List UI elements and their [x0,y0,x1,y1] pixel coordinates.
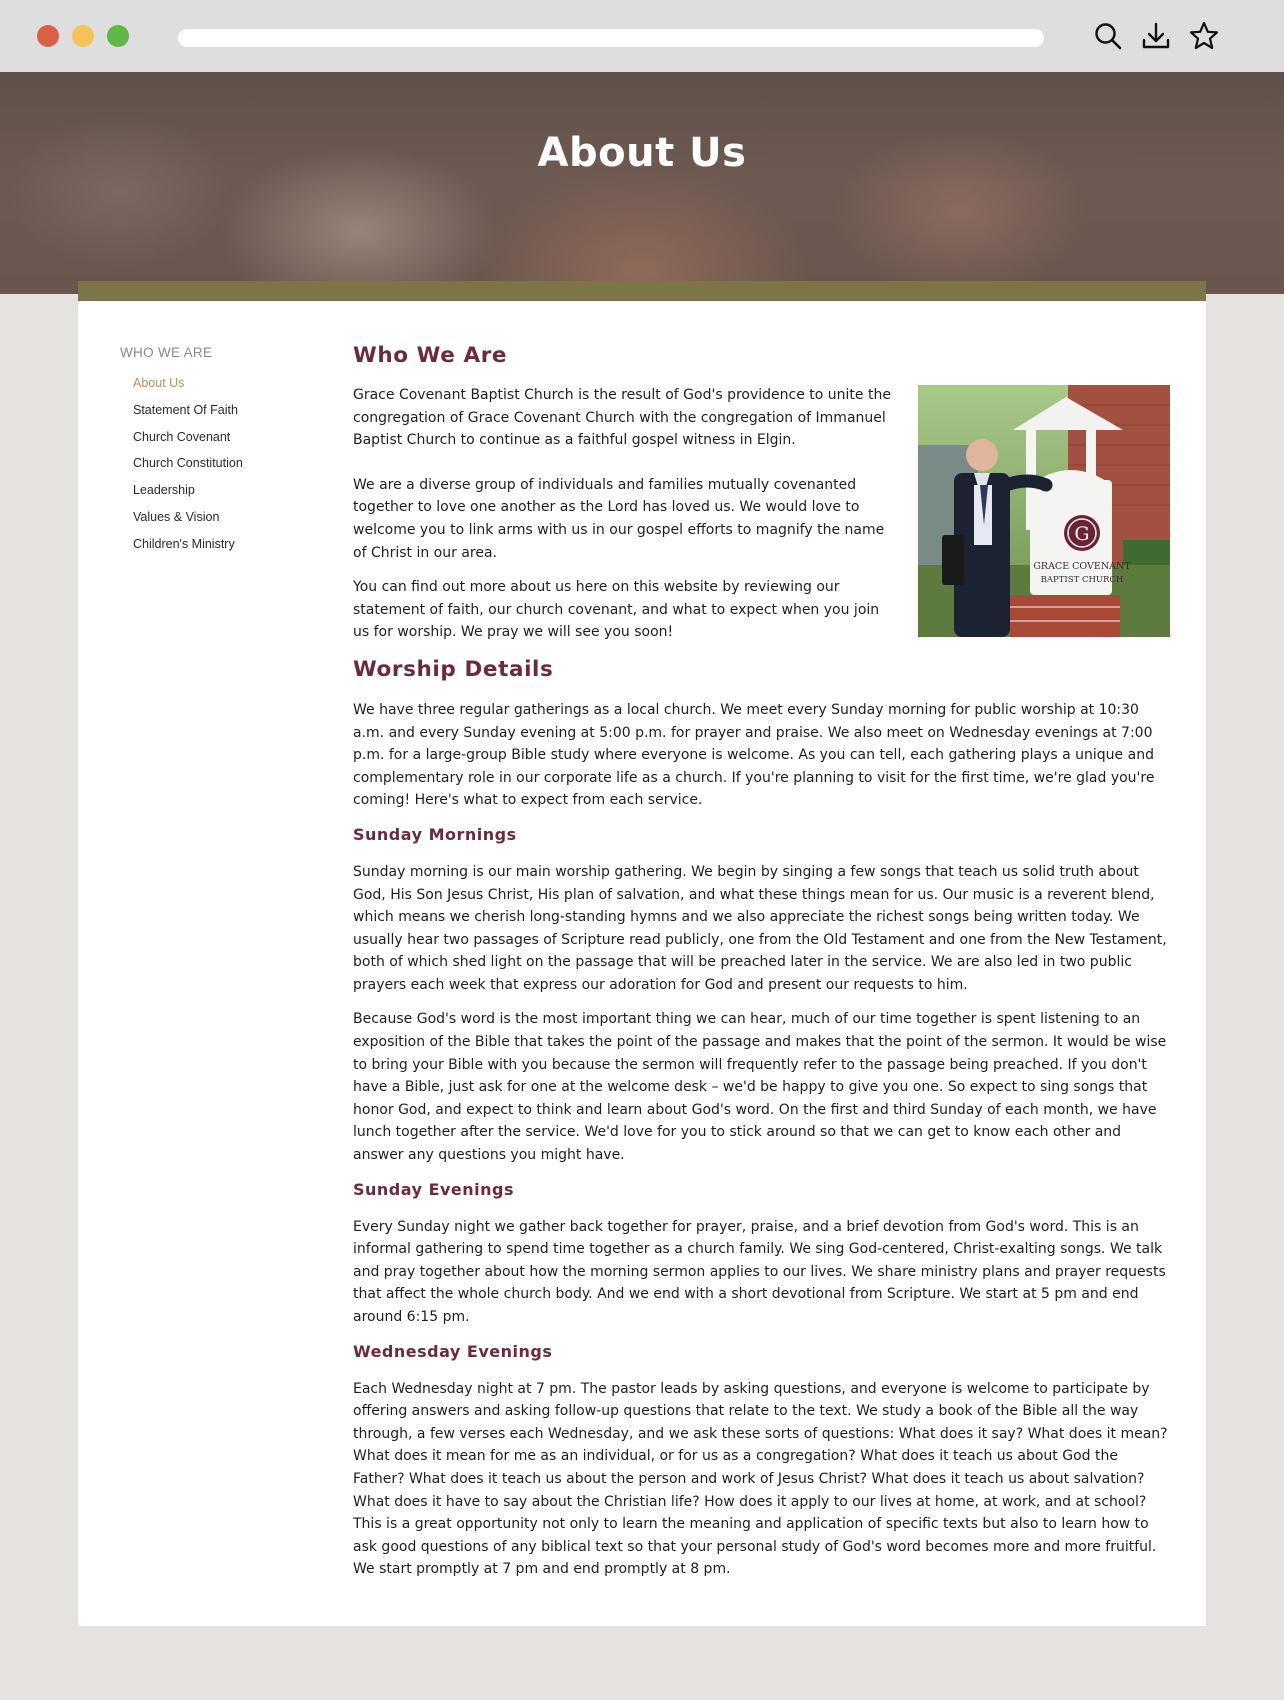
who-we-are-section [353,343,1171,644]
section-heading-who-we-are: Who We Are [353,343,508,368]
paragraph: We have three regular gatherings as a local church. We meet every Sunday morning for public worship at 10:30 a.m. and every Sunday evening at 5:00 p.m. for prayer and praise. We also meet on Wednesday evenings at 7:00 p.m. for a large-group Bible study where everyone is welcome. As you can tell, each gathering plays a unique and complementary role in our corporate life as a church. If you're planning to visit for the first time, we're glad you're coming! Here's what to expect from each service. [353,701,1155,809]
sidebar-item-leadership[interactable]: Leadership [133,483,195,498]
browser-toolbar [0,0,1284,72]
sidebar-list [120,374,320,562]
sidebar-item-church-covenant[interactable]: Church Covenant [133,429,231,444]
address-bar[interactable] [178,29,1044,47]
wednesday-evenings-section [353,1342,1171,1581]
close-window-button[interactable] [37,25,59,47]
subheading-sunday-mornings: Sunday Mornings [353,824,517,844]
sidebar-item-childrens-ministry[interactable]: Children's Ministry [133,536,235,551]
sign-line-2: BAPTIST CHURCH [1040,575,1124,585]
subheading-wednesday-evenings: Wednesday Evenings [353,1341,553,1361]
page-title: About Us [537,130,747,176]
pastor-photo [918,385,1170,637]
worship-details-section [353,657,1171,812]
sunday-mornings-section [353,825,1171,1167]
sign-letter: G [1074,523,1090,545]
content-card [78,301,1206,1626]
paragraph: Grace Covenant Baptist Church is the result of God's providence to unite the congregation of Grace Covenant Church with the congregation of Immanuel Baptist Church to continue as a faithful gospel witness in Elgin. [353,387,891,449]
sidebar-item-church-constitution[interactable]: Church Constitution [133,456,243,471]
star-icon[interactable] [1188,20,1220,52]
paragraph: You can find out more about us here on this website by reviewing our statement of faith, our church covenant, and what to expect when you join us for worship. We pray we will see you soon! [353,579,880,641]
accent-bar [78,281,1206,301]
section-heading-worship-details: Worship Details [353,656,554,682]
search-icon[interactable] [1092,20,1124,52]
sign-line-1: GRACE COVENANT [1033,561,1131,572]
paragraph: Every Sunday night we gather back together for prayer, praise, and a brief devotion from God's word. This is an informal gathering to spend time together as a church family. We sing God-centered, Christ-exalting songs. We talk and pray together about how the morning sermon applies to our lives. We share ministry plans and prayer requests that affect the whole church body. And we end with a short devotional from Scripture. We start at 5 pm and end around 6:15 pm. [353,1218,1166,1325]
sidebar-nav [120,345,320,562]
paragraph: Each Wednesday night at 7 pm. The pastor leads by asking questions, and everyone is welcome to participate by offering answers and asking follow-up questions that relate to the text. We study a book of the Bible all the way through, a few verses each Wednesday, and we ask these sorts of questions: What does it say? What does it mean? What does it mean for me as an individual, or for us as a congregation? What does it teach us about God the Father? What does it teach us about the person and work of Jesus Christ? What does it teach us about salvation? What does it have to say about the Christian life? How does it apply to our lives at home, at work, and at school? This is a great opportunity not only to learn the meaning and application of specific texts but also to learn how to ask good questions of any biblical text so that your personal study of God's word becomes more and more fruitful. We start promptly at 7 pm and end promptly at 8 pm. [353,1380,1168,1578]
main-content [353,343,1171,1581]
paragraph: We are a diverse group of individuals and families mutually covenanted together to love one another as the Lord has loved us. We would love to welcome you to link arms with us in our gospel efforts to magnify the name of Christ in our area. [353,476,885,561]
minimize-window-button[interactable] [72,25,94,47]
sidebar-item-statement-of-faith[interactable]: Statement Of Faith [133,402,238,417]
hero-banner [0,72,1284,294]
intro-text [353,384,899,644]
sunday-evenings-section [353,1180,1171,1329]
maximize-window-button[interactable] [107,25,129,47]
sidebar-item-about-us[interactable]: About Us [133,376,185,390]
pastor-photo-image [918,385,1170,637]
sidebar-heading: WHO WE ARE [120,345,213,360]
download-icon[interactable] [1140,20,1172,52]
subheading-sunday-evenings: Sunday Evenings [353,1179,515,1199]
paragraph: Sunday morning is our main worship gathering. We begin by singing a few songs that teach us solid truth about God, His Son Jesus Christ, His plan of salvation, and what these things mean for us. Our music is a reverent blend, which means we cherish long-standing hymns and we also appreciate the richest songs being written today. We usually hear two passages of Scripture read publicly, one from the Old Testament and one from the New Testament, both of which shed light on the passage that will be preached later in the service. We are also led in two public prayers each week that express our adoration for God and present our requests to him. [353,863,1167,993]
paragraph: Because God's word is the most important thing we can hear, much of our time together is spent listening to an exposition of the Bible that takes the point of the passage and makes that the point of the sermon. It would be wise to bring your Bible with you because the sermon will frequently refer to the passage being preached. If you don't have a Bible, just ask for one at the welcome desk – we'd be happy to give you one. So expect to sing songs that honor God, and expect to think and learn about God's word. On the first and third Sunday of each month, we have lunch together after the service. We'd love for you to stick around so that we can get to know each other and answer any questions you might have. [353,1011,1167,1164]
sidebar-item-values-vision[interactable]: Values & Vision [133,509,220,524]
